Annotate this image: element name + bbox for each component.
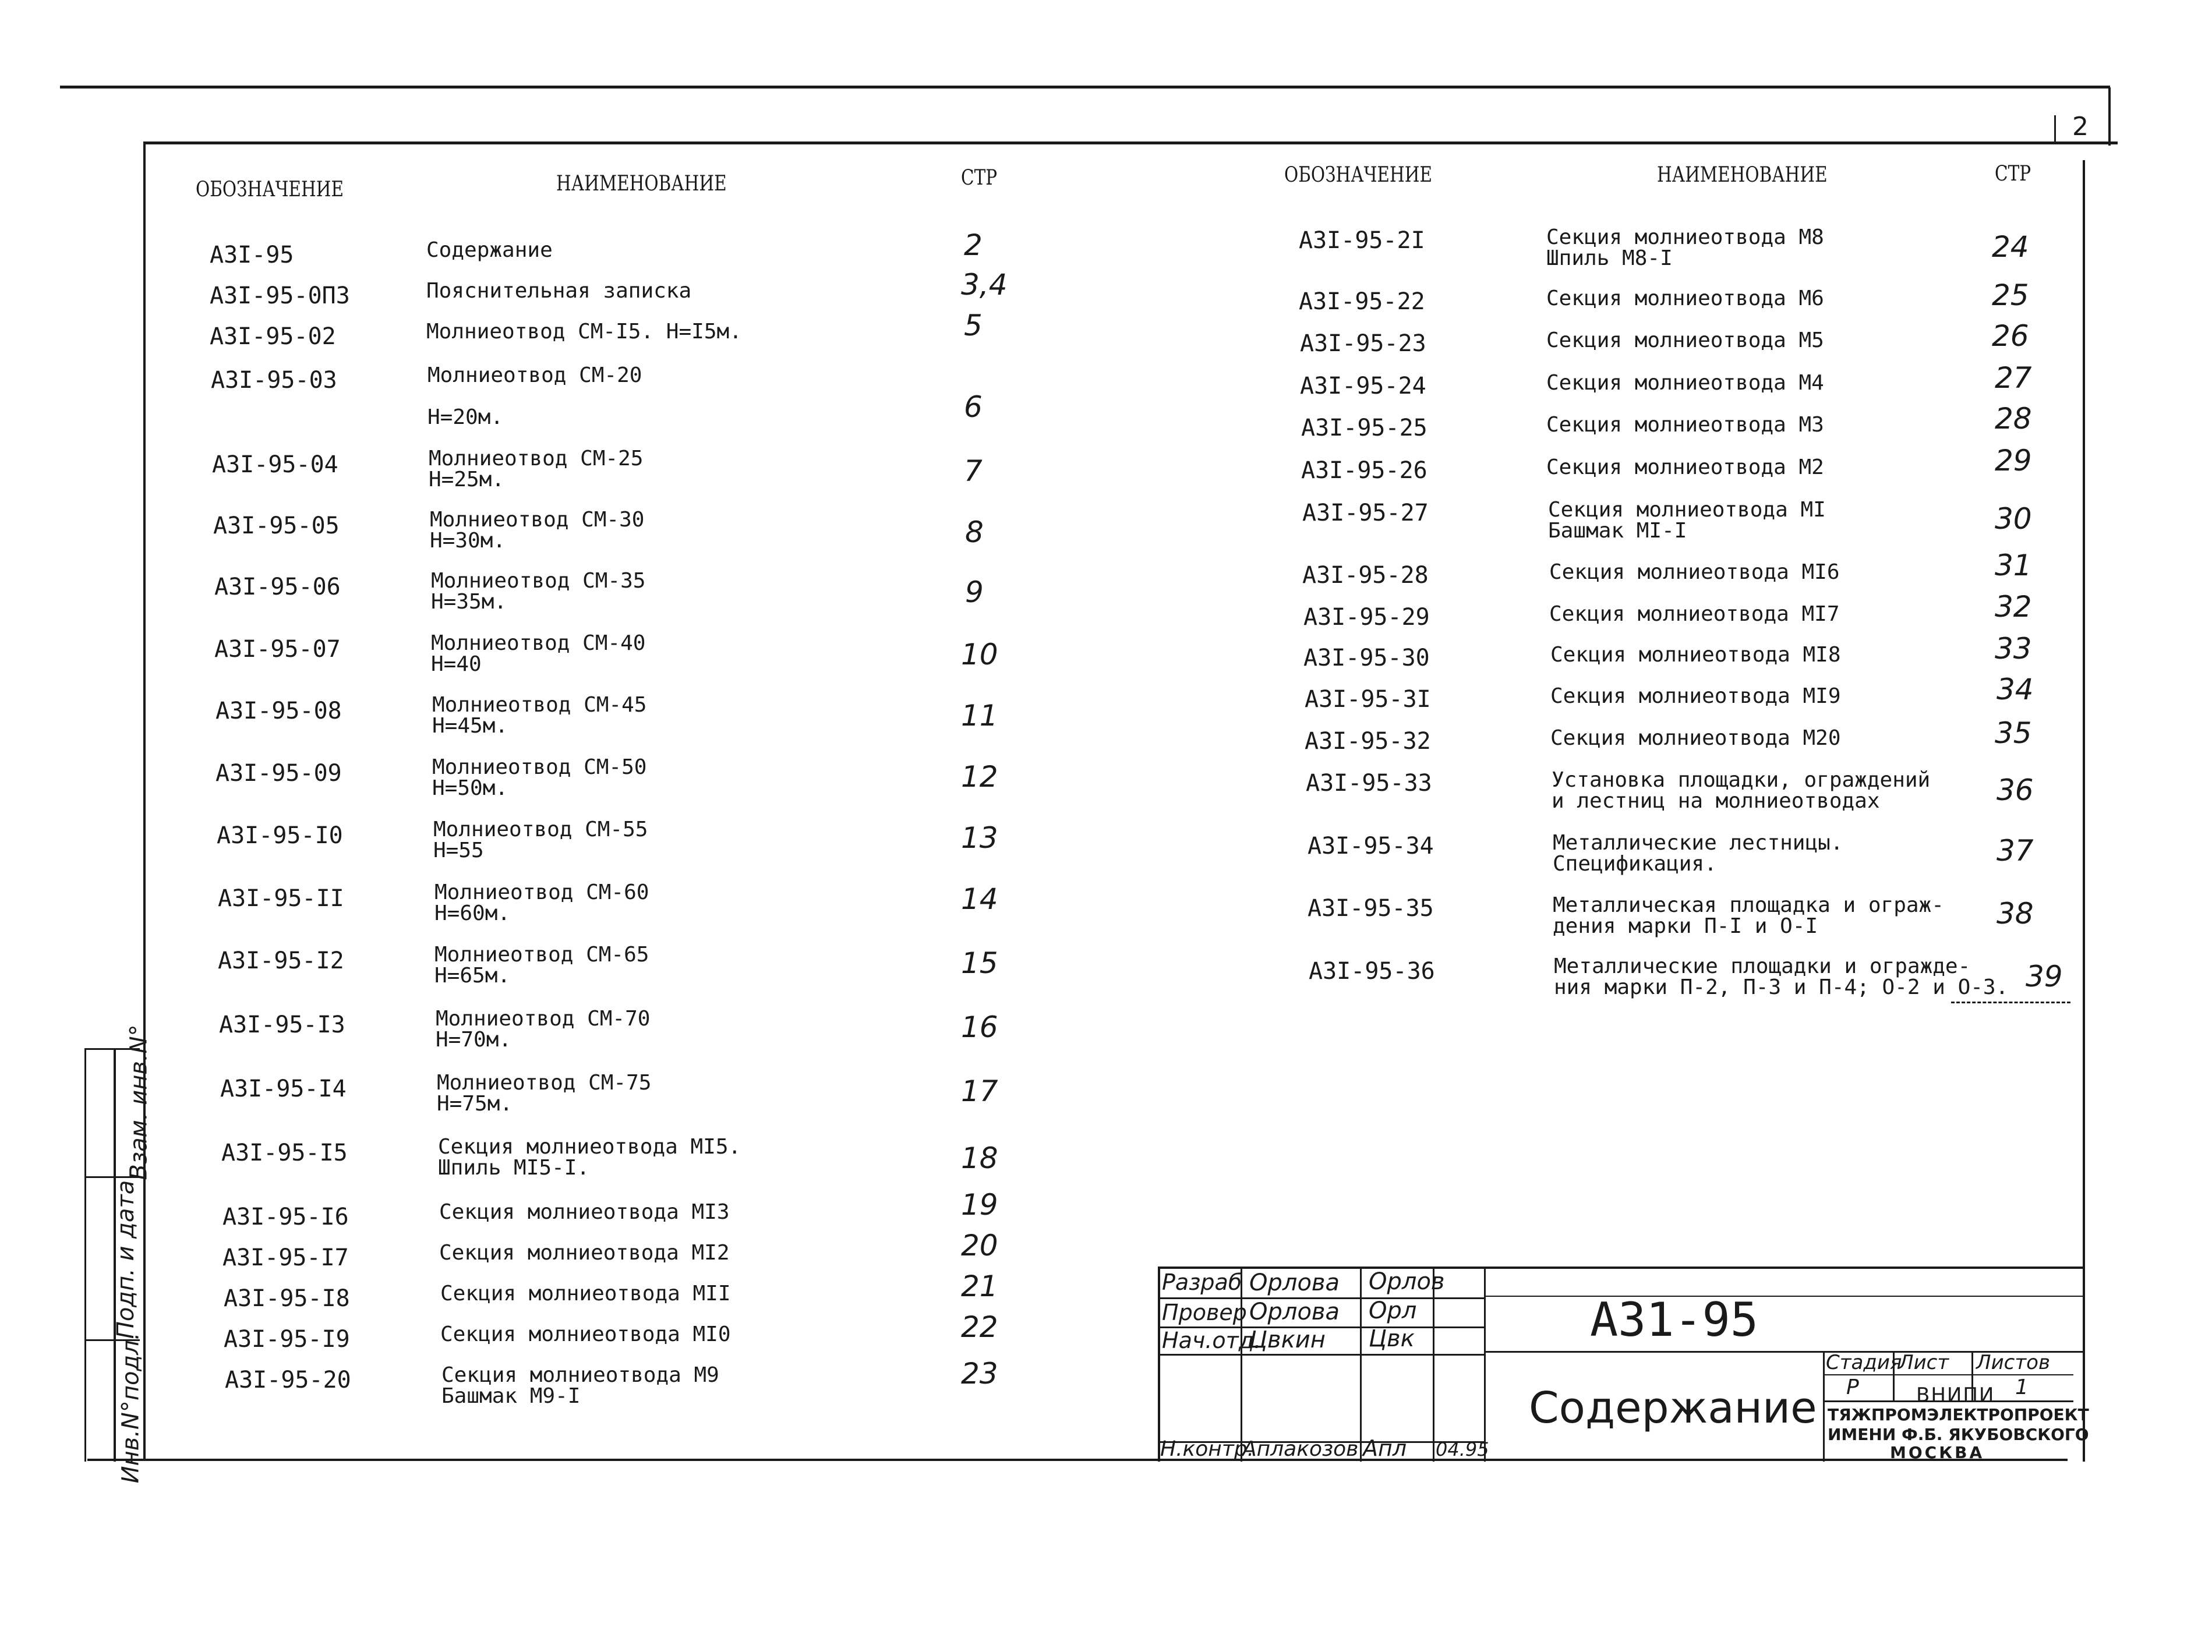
tb-role-1: Провер [1162,1300,1247,1325]
header-page-left: СТР [961,166,998,190]
row-name: Секция молниеотвода М4 [1546,371,1824,395]
row-page: 34 [1997,673,2034,706]
row-name: Молниеотвод СМ-75 Н=75м. [437,1071,652,1116]
row-code: А3I-95-03 [211,367,337,394]
row-code: А3I-95-23 [1300,330,1426,357]
row-name: Секция молниеотвода МI5. Шпиль МI5-I. [438,1135,741,1180]
row-name: Молниеотвод СМ-70 Н=70м. [436,1007,651,1052]
row-page: 22 [961,1310,998,1344]
row-code: А3I-95-22 [1299,288,1425,315]
row-name: Молниеотвод СМ-50 Н=50м. [432,755,647,800]
row-code: А3I-95-08 [215,698,342,724]
row-page: 11 [961,699,998,733]
frame-bottom-line [87,1459,2068,1461]
side-stamp-left-border [84,1048,86,1462]
sheet-number: 2 [2072,112,2089,142]
row-name: Секция молниеотвода МI3 [439,1200,730,1224]
row-name: Молниеотвод СМ-60 Н=60м. [434,880,649,925]
row-page: 2 [964,228,983,262]
row-page: 8 [965,515,984,549]
row-page: 24 [1992,230,2029,264]
row-name: Молниеотвод СМ-55 Н=55 [433,818,648,862]
row-page: 37 [1997,834,2034,868]
tb-org-line-1: ВНИПИ [1916,1384,1995,1407]
row-page: 17 [961,1074,998,1108]
row-page: 3,4 [961,268,1008,302]
tb-col-1 [1241,1267,1242,1462]
tb-sheet-label: Лист [1899,1351,1949,1374]
row-page: 38 [1997,897,2034,931]
header-name-right: НАИМЕНОВАНИЕ [1657,163,1828,187]
tb-stage-left [1823,1351,1825,1462]
row-page: 26 [1992,319,2029,353]
row-page: 23 [961,1357,998,1391]
tb-role-0: Разраб [1162,1269,1242,1295]
tb-signature-3: Апл [1363,1435,1407,1461]
row-page: 33 [1995,632,2032,666]
frame-left-line [143,142,146,1460]
row-code: А3I-95 [210,242,294,268]
row-page: 16 [961,1010,998,1044]
tb-row-3 [1159,1354,1485,1356]
tb-person-3: Аплакозов [1242,1437,1359,1461]
row-name: Металлические площадки и огражде- ния марки П-2, П-3 и П-4; О-2 и О-3. [1554,954,2009,999]
tb-person-0: Орлова [1249,1269,1340,1296]
row-name: Молниеотвод СМ-65 Н=65м. [434,943,649,988]
row-page: 14 [961,882,998,916]
row-code: А3I-95-I3 [219,1011,345,1038]
side-stamp-sign-date: Подп. и дата [112,1180,140,1339]
tb-stage-mid [1823,1374,2073,1375]
row-code: А3I-95-27 [1302,500,1429,526]
row-code: А3I-95-06 [214,574,341,600]
tb-person-2: Цвкин [1249,1326,1326,1353]
frame-right-line-upper [2108,87,2111,146]
row-name: Молниеотвод СМ-30 Н=30м. [430,508,645,553]
row-code: А3I-95-I6 [222,1204,349,1230]
final-row-underline [1951,1002,2070,1003]
row-page: 10 [961,638,998,671]
row-page: 21 [961,1269,998,1303]
row-name: Молниеотвод СМ-40 Н=40 [431,631,646,676]
row-code: А3I-95-07 [214,636,341,663]
row-name: Секция молниеотвода МII [440,1282,731,1306]
row-page: 35 [1995,716,2032,750]
tb-stage-label: Стадия [1826,1351,1902,1374]
row-page: 29 [1995,444,2032,477]
tb-upper-divider [1485,1296,2085,1297]
tb-stage-value: Р [1846,1375,1859,1399]
tb-role-2: Нач.отд. [1162,1328,1262,1353]
header-page-right: СТР [1995,162,2031,186]
tb-doc-title: Содержание [1529,1383,1817,1433]
tb-signature-1: Орл [1369,1297,1417,1324]
row-code: А3I-95-3I [1305,686,1431,713]
row-page: 39 [2026,960,2063,993]
tb-col-3 [1433,1267,1434,1462]
row-code: А3I-95-I5 [221,1140,348,1166]
tb-left-line [1158,1267,1160,1462]
tb-org-line-2: ТЯЖПРОМЭЛЕКТРОПРОЕКТ [1828,1405,2089,1424]
tb-doc-code: А31-95 [1590,1293,1758,1347]
row-name: Секция молниеотвода М5 [1546,328,1824,352]
tb-sheets-label: Листов [1976,1351,2051,1374]
row-code: А3I-95-I2 [218,947,344,974]
row-code: А3I-95-34 [1308,833,1434,859]
row-page: 31 [1995,549,2032,582]
row-code: А3I-95-I0 [217,822,343,849]
tb-signature-0: Орлов [1369,1268,1445,1295]
row-code: А3I-95-30 [1303,645,1430,671]
row-code: А3I-95-28 [1302,562,1429,589]
tb-role-3: Н.контр. [1160,1437,1255,1461]
row-page: 13 [961,821,998,855]
side-stamp-replaces: Взам. инв.N° [125,1024,153,1180]
row-page: 6 [964,390,983,424]
row-name: Секция молниеотвода М2 [1546,455,1824,479]
row-name: Секция молниеотвода МI7 [1549,602,1840,626]
tb-sheets-value: 1 [2015,1375,2029,1399]
row-code: А3I-95-29 [1303,604,1430,631]
row-name: Молниеотвод СМ-I5. Н=I5м. [426,320,742,344]
row-code: А3I-95-2I [1299,227,1425,254]
tb-top-line [1159,1267,2085,1269]
row-name: Секция молниеотвода М6 [1546,286,1824,310]
row-name: Секция молниеотвода М20 [1550,726,1841,750]
row-code: А3I-95-04 [212,451,338,478]
row-name: Металлическая площадка и ограж- дения марки П-I и О-I [1553,893,1944,938]
row-page: 30 [1995,502,2032,536]
header-designation-right: ОБОЗНАЧЕНИЕ [1284,163,1432,187]
row-code: А3I-95-I4 [220,1076,347,1102]
header-name-left: НАИМЕНОВАНИЕ [556,172,727,196]
row-page: 19 [961,1188,998,1222]
row-code: А3I-95-26 [1301,457,1427,484]
row-code: А3I-95-25 [1301,415,1427,441]
row-name: Молниеотвод СМ-45 Н=45м. [432,693,647,738]
row-code: А3I-95-05 [213,512,340,539]
row-page: 32 [1995,590,2032,624]
row-page: 15 [961,946,998,980]
row-name: Молниеотвод СМ-35 Н=35м. [431,569,646,614]
row-page: 12 [961,760,998,794]
side-stamp-inv-no: Инв.N°подл. [117,1332,144,1484]
row-name: Секция молниеотвода М9 Башмак М9-I [441,1363,719,1408]
row-code: А3I-95-35 [1308,895,1434,922]
row-name: Секция молниеотвода МI8 [1550,643,1841,667]
tb-org-line-4: МОСКВА [1890,1443,1985,1462]
sheet-box-left [2054,115,2056,142]
tb-person-1: Орлова [1249,1299,1340,1325]
row-name: Металлические лестницы. Спецификация. [1553,831,1843,876]
row-page: 9 [965,575,984,609]
row-page: 28 [1995,402,2032,436]
row-name: Секция молниеотвода МI Башмак МI-I [1548,498,1826,543]
row-name: Секция молниеотвода МI2 [439,1241,730,1265]
row-code: А3I-95-24 [1300,373,1426,399]
row-code: А3I-95-20 [225,1367,351,1393]
row-name: Секция молниеотвода М8 Шпиль М8-I [1546,225,1824,270]
row-page: 25 [1992,278,2029,312]
row-code: А3I-95-02 [210,323,336,350]
row-code: А3I-95-09 [215,760,342,787]
tb-signature-2: Цвк [1369,1325,1415,1352]
row-code: А3I-95-I7 [222,1244,349,1271]
row-name: Секция молниеотвода М3 [1546,413,1824,437]
row-name: Установка площадки, ограждений и лестниц на молниеотводах [1552,768,1931,813]
row-code: А3I-95-II [218,885,344,912]
row-name: Секция молниеотвода МI9 [1550,684,1841,708]
row-code: А3I-95-33 [1306,770,1432,797]
row-name: Секция молниеотвода МI0 [440,1322,731,1346]
row-code: А3I-95-36 [1309,958,1435,985]
frame-top-line [144,142,2118,144]
row-page: 7 [964,454,983,488]
row-page: 36 [1997,773,2034,807]
row-name: Пояснительная записка [426,279,692,303]
row-code: А3I-95-I9 [224,1326,350,1353]
tb-org-line-3: ИМЕНИ Ф.Б. ЯКУБОВСКОГО [1828,1425,2089,1444]
row-name: Содержание [426,238,553,262]
row-code: А3I-95-I8 [224,1285,350,1312]
header-designation-left: ОБОЗНАЧЕНИЕ [196,178,344,201]
row-code: А3I-95-0ПЗ [210,282,350,309]
row-page: 20 [961,1229,998,1262]
tb-date-3: 04.95 [1436,1438,1489,1460]
row-page: 27 [1995,361,2032,395]
row-name: Молниеотвод СМ-20 Н=20м. [427,363,642,429]
row-page: 5 [964,309,983,342]
row-page: 18 [961,1141,998,1175]
row-name: Молниеотвод СМ-25 Н=25м. [429,447,644,491]
row-code: А3I-95-32 [1305,728,1431,755]
row-name: Секция молниеотвода МI6 [1549,560,1840,584]
tb-col-2 [1360,1267,1362,1462]
top-outer-line [60,86,2110,89]
